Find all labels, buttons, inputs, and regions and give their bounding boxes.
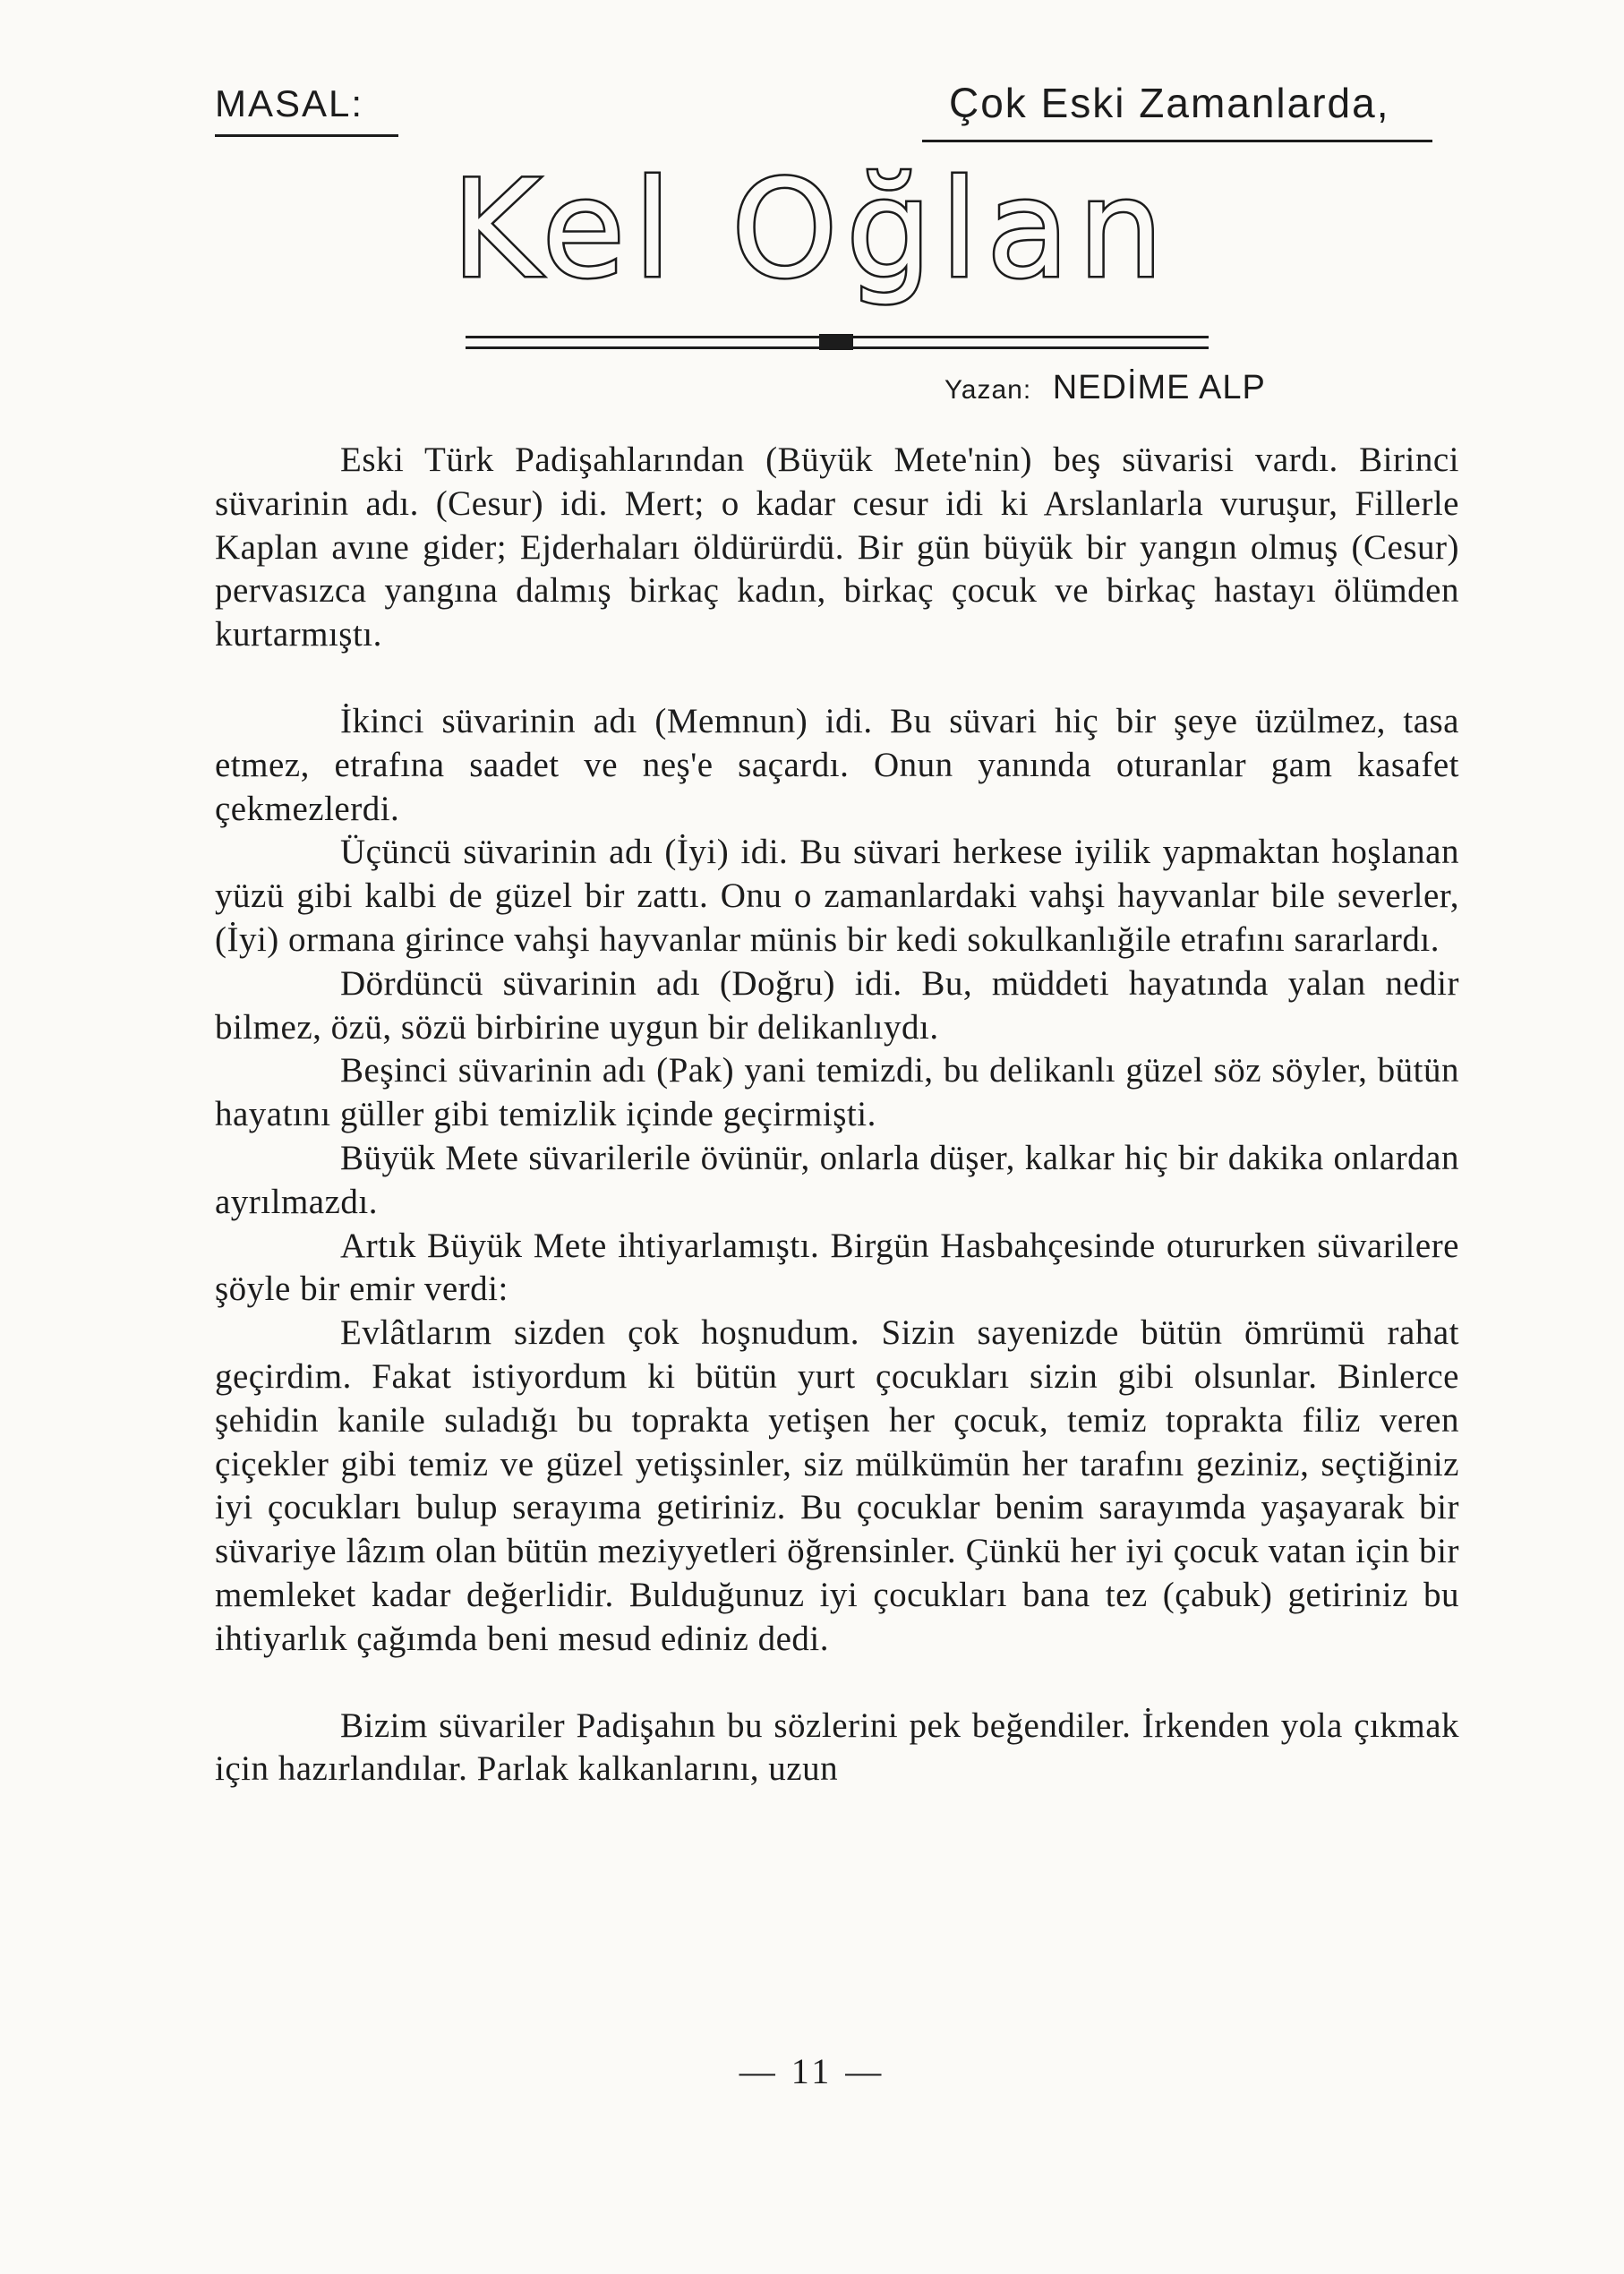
intro-phrase: Çok Eski Zamanlarda,	[949, 80, 1390, 126]
paragraph: Büyük Mete süvarilerile övünür, onlarla düşer, kalkar hiç bir dakika onlardan ayrılmazdı.	[215, 1138, 1459, 1221]
paragraph: Dördüncü süvarinin adı (Doğru) idi. Bu, müddeti hayatında yalan nedir bilmez, özü, sözü birbirine uygun bir delikanlıydı.	[215, 963, 1459, 1047]
byline	[944, 369, 1266, 407]
paragraph: Beşinci süvarinin adı (Pak) yani temizdi, bu delikanlı güzel söz söyler, bütün hayatını güller gibi temizlik içinde geçirmişti.	[215, 1051, 1459, 1134]
paragraph: Bizim süvariler Padişahın bu sözlerini pek beğendiler. İrkenden yola çıkmak için hazırlandılar. Parlak kalkanlarını, uzun	[215, 1706, 1459, 1789]
story-body	[215, 439, 1459, 1791]
section-label-underline	[215, 134, 398, 137]
title-divider	[466, 336, 1209, 357]
paragraph: Evlâtlarım sizden çok hoşnudum. Sizin sayenizde bütün ömrümü rahat geçirdim. Fakat istiyordum ki bütün yurt çocukları sizin gibi olsunlar. Binlerce şehidin kanile suladığı bu toprakta yetişen her çocuk, temiz toprakta filiz veren çiçekler gibi temiz ve güzel yetişsinler, siz mülkümün her tarafını geziniz, seçtiğiniz iyi çocukları bulup serayıma getiriniz. Bu çocuklar benim sarayımda yaşayarak bir süvariye lâzım olan bütün meziyyetleri öğrensinler. Çünkü her iyi çocuk vatan için bir memleket kadar değerlidir. Bulduğunuz iyi çocukları bana tez (çabuk) getiriniz bu ihtiyarlık çağımda beni mesud ediniz dedi.	[215, 1313, 1459, 1658]
byline-label: Yazan:	[944, 375, 1032, 405]
paragraph: İkinci süvarinin adı (Memnun) idi. Bu süvari hiç bir şeye üzülmez, tasa etmez, etrafına saadet ve neş'e saçardı. Onun yanında oturanlar gam kasafet çekmezlerdi.	[215, 701, 1459, 828]
page-number: — 11 —	[739, 2051, 885, 2091]
paragraph: Eski Türk Padişahlarından (Büyük Mete'nin) beş süvarisi vardı. Birinci süvarinin adı. (Cesur) idi. Mert; o kadar cesur idi ki Arslanlarla vuruşur, Fillerle Kaplan avıne gider; Ejderhaları öldürürdü. Bir gün büyük bir yangın olmuş (Cesur) pervasızca yangına dalmış birkaç kadın, birkaç çocuk ve birkaç hastayı ölümden kurtarmıştı.	[215, 440, 1459, 654]
author-name: NEDİME ALP	[1052, 369, 1266, 406]
paragraph: Artık Büyük Mete ihtiyarlamıştı. Birgün Hasbahçesinde otururken süvarilere şöyle bir emir verdi:	[215, 1226, 1459, 1309]
paragraph: Üçüncü süvarinin adı (İyi) idi. Bu süvari herkese iyilik yapmaktan hoşlanan yüzü gibi kalbi de güzel bir zattı. Onu o zamanlardaki vahşi hayvanlar bile severler, (İyi) ormana girince vahşi hayvanlar münis bir kedi sokulkanlığile etrafını sararlardı.	[215, 833, 1459, 959]
section-label: MASAL:	[215, 82, 364, 124]
story-title: Kel Oğlan	[451, 152, 1173, 308]
intro-phrase-underline	[922, 140, 1432, 142]
